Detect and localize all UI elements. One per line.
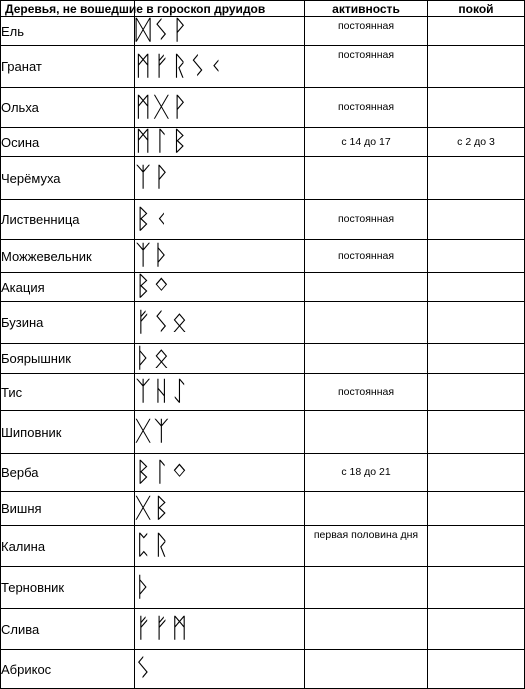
tree-name: Ольха [1,88,135,128]
rune-text: ᛗᚠᚱᛊᚲ [135,50,226,82]
tree-name: Бузина [1,302,135,344]
table-row [1,492,525,526]
tree-name: Гранат [1,46,135,88]
table-row [1,128,525,157]
activity-cell [305,273,428,302]
rune-glyphs [135,526,305,567]
rune-glyphs [135,240,305,273]
table-row [1,17,525,46]
rune-text: ᛒᚲ [135,203,172,235]
rune-glyphs [135,567,305,609]
rune-glyphs [135,492,305,526]
tree-name: Шиповник [1,411,135,454]
table-row [1,240,525,273]
table-row [1,273,525,302]
header-activity: активность [305,1,428,17]
table-row [1,302,525,344]
tree-name: Терновник [1,567,135,609]
activity-cell: постоянная [305,88,428,128]
activity-cell [305,567,428,609]
activity-cell: с 14 до 17 [305,128,428,157]
tree-name: Черёмуха [1,157,135,200]
table-row [1,650,525,689]
tree-name: Вишня [1,492,135,526]
rest-cell [428,157,525,200]
activity-cell [305,157,428,200]
tree-name: Тис [1,374,135,411]
table-row [1,454,525,492]
rune-text: ᛉᚦ [135,240,172,271]
rune-text: ᛗᛚᛒ [135,126,190,157]
rune-glyphs [135,609,305,650]
rune-glyphs [135,200,305,240]
rune-text: ᛉᚹ [135,162,172,193]
rune-text: ᛒᛚᛜ [135,456,190,488]
rest-cell: с 2 до 3 [428,128,525,157]
header-tree: Деревья, не вошедшие в гороскоп друидов [1,1,135,17]
activity-cell [305,344,428,374]
rest-cell [428,344,525,374]
rune-text: ᚠᚠᛗ [135,613,190,644]
table-row [1,157,525,200]
activity-cell [305,650,428,689]
table-row [1,411,525,454]
tree-name: Лиственница [1,200,135,240]
rest-cell [428,273,525,302]
rune-text: ᚦᛟ [135,342,172,374]
activity-cell: постоянная [305,17,428,46]
rune-glyphs [135,374,305,411]
tree-name: Боярышник [1,344,135,374]
rune-text: ᚷᛉ [135,416,172,447]
rune-glyphs [135,88,305,128]
activity-cell: с 18 до 21 [305,454,428,492]
rune-text: ᚷᛒ [135,492,172,524]
table-row [1,200,525,240]
rest-cell [428,46,525,88]
tree-name: Ель [1,17,135,46]
rest-cell [428,526,525,567]
activity-cell: постоянная [305,200,428,240]
rest-cell [428,374,525,411]
rune-glyphs [135,273,305,302]
tree-name: Акация [1,273,135,302]
tree-name: Можжевельник [1,240,135,273]
rune-glyphs [135,650,305,689]
rest-cell [428,411,525,454]
tree-name: Слива [1,609,135,650]
rune-glyphs [135,128,305,157]
rune-glyphs [135,454,305,492]
rest-cell [428,240,525,273]
header-rest: покой [428,1,525,17]
tree-name: Калина [1,526,135,567]
header-row [1,1,525,17]
tree-name: Верба [1,454,135,492]
rune-glyphs [135,46,305,88]
rest-cell [428,200,525,240]
rune-text: ᛞᛊᚹ [135,15,190,46]
activity-cell [305,609,428,650]
rune-glyphs [135,411,305,454]
activity-cell: постоянная [305,374,428,411]
table-row [1,344,525,374]
rest-cell [428,454,525,492]
table-row [1,609,525,650]
rest-cell [428,492,525,526]
activity-cell [305,411,428,454]
table-row [1,46,525,88]
rest-cell [428,650,525,689]
rest-cell [428,567,525,609]
rune-text: ᛗᚷᚹ [135,91,190,123]
activity-cell [305,302,428,344]
table-row [1,374,525,411]
rest-cell [428,302,525,344]
rune-text: ᛉᚺᛇ [135,376,190,407]
activity-cell: первая половина дня [305,526,428,567]
rest-cell [428,88,525,128]
tree-name: Осина [1,128,135,157]
rune-text: ᛈᚱ [135,530,172,561]
table-row [1,526,525,567]
rune-text: ᚦ [135,571,154,603]
activity-cell [305,492,428,526]
tree-name: Абрикос [1,650,135,689]
rune-glyphs [135,17,305,46]
activity-cell: постоянная [305,46,428,88]
activity-cell: постоянная [305,240,428,273]
rest-cell [428,17,525,46]
rest-cell [428,609,525,650]
rune-glyphs [135,344,305,374]
table-row [1,88,525,128]
rune-text: ᚠᛊᛟ [135,306,190,338]
rune-text: ᛒᛜ [135,271,172,302]
rune-glyphs [135,157,305,200]
rune-glyphs [135,302,305,344]
rune-text: ᛊ [135,653,154,684]
table-row [1,567,525,609]
